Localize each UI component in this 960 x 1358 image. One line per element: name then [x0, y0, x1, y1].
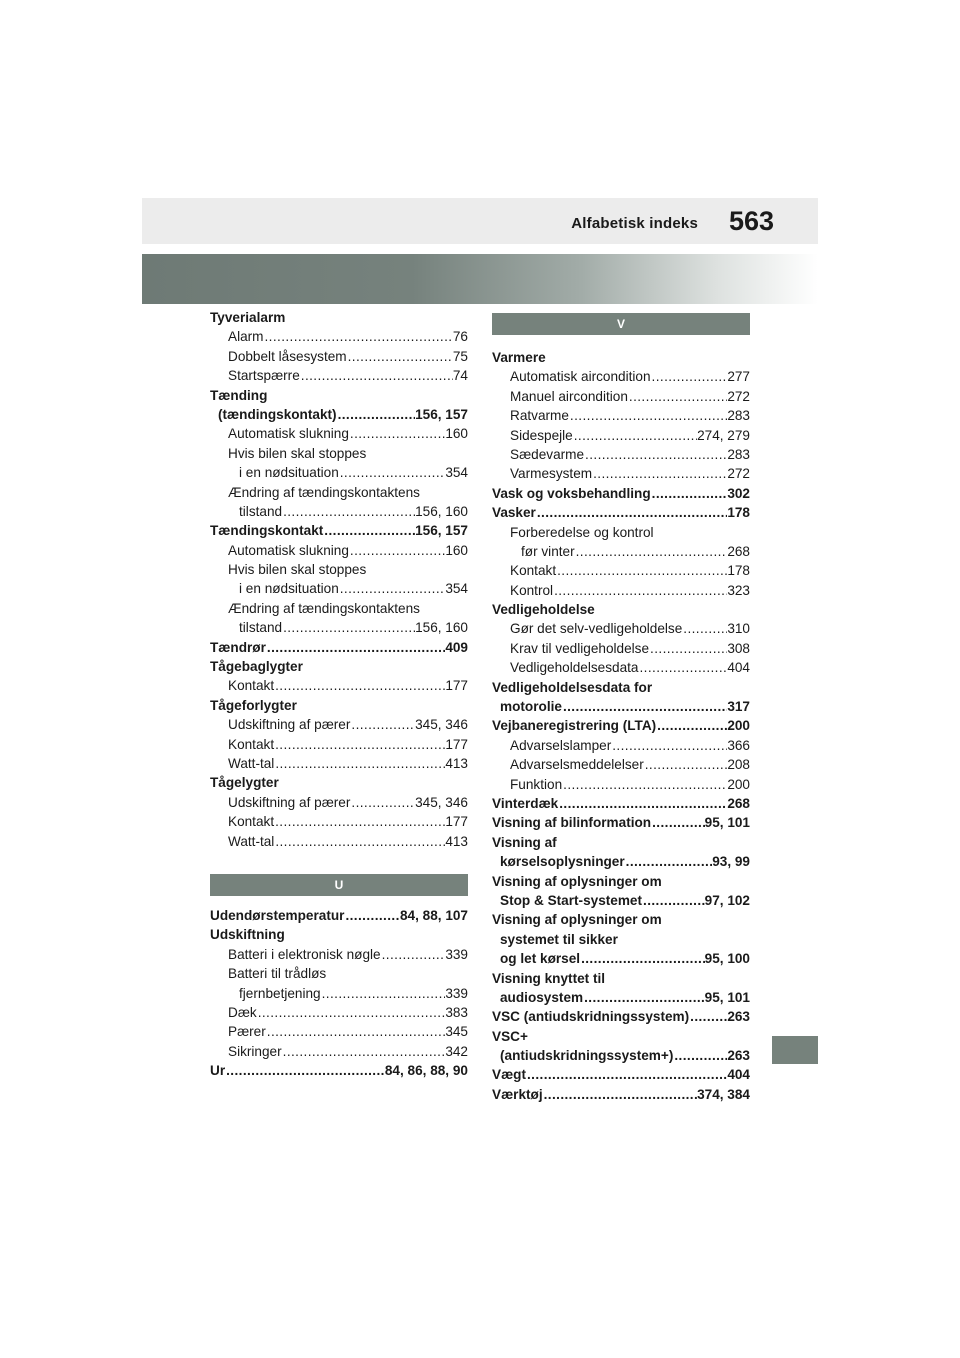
index-heading-cont: kørselsoplysninger ..... 93, 99 — [492, 852, 750, 871]
index-heading: Værktøj ..... 374, 384 — [492, 1085, 750, 1104]
index-heading: Tågeforlygter — [210, 697, 297, 713]
index-heading-cont: Stop & Start-systemet ..... 97, 102 — [492, 891, 750, 910]
index-entry: Krav til vedligeholdelse ..... 308 — [492, 639, 750, 658]
index-heading: Vinterdæk ..... 268 — [492, 794, 750, 813]
index-heading: Visning knyttet til — [492, 970, 606, 986]
index-entry: Funktion ..... 200 — [492, 775, 750, 794]
index-heading-cont: og let kørsel ..... 95, 100 — [492, 949, 750, 968]
index-entry-cont: i en nødsituation ..... 354 — [210, 463, 468, 482]
index-heading: Udendørstemperatur ..... 84, 88, 107 — [210, 906, 468, 925]
index-entry: Batteri til trådløs — [228, 966, 327, 982]
index-entry: Kontakt ..... 177 — [210, 735, 468, 754]
index-entry: Ratvarme ..... 283 — [492, 406, 750, 425]
index-entry: Sædevarme ..... 283 — [492, 445, 750, 464]
index-entry-cont: før vinter ..... 268 — [492, 542, 750, 561]
page-header — [142, 198, 818, 244]
index-entry: Manuel aircondition ..... 272 — [492, 387, 750, 406]
index-entry: Advarselsmeddelelser ..... 208 — [492, 755, 750, 774]
index-heading: Vægt ..... 404 — [492, 1065, 750, 1084]
index-heading: Tænding — [210, 387, 268, 403]
index-entry: Sikringer ..... 342 — [210, 1042, 468, 1061]
section-header-v: V — [492, 313, 750, 335]
index-entry: Ændring af tændingskontaktens — [228, 600, 420, 616]
index-entry-cont: i en nødsituation ..... 354 — [210, 579, 468, 598]
index-entry: Varmesystem ..... 272 — [492, 464, 750, 483]
index-heading: Tændingskontakt ..... 156, 157 — [210, 521, 468, 540]
index-heading: Vedligeholdelsesdata for — [492, 679, 653, 695]
index-entry: Watt-tal ..... 413 — [210, 832, 468, 851]
index-heading: Tågebaglygter — [210, 659, 303, 675]
index-heading-cont: (tændingskontakt) ..... 156, 157 — [210, 405, 468, 424]
index-heading: Visning af oplysninger om — [492, 912, 662, 928]
index-heading: VSC (antiudskridningssystem) ..... 263 — [492, 1007, 750, 1026]
index-column-left — [210, 308, 468, 1080]
index-entry: Udskiftning af pærer ..... 345, 346 — [210, 715, 468, 734]
index-entry: Dobbelt låsesystem ..... 75 — [210, 347, 468, 366]
index-entry: Hvis bilen skal stoppes — [228, 562, 367, 578]
index-heading: Tyverialarm — [210, 310, 286, 325]
index-entry: Watt-tal ..... 413 — [210, 754, 468, 773]
index-heading: Visning af oplysninger om — [492, 873, 662, 889]
index-heading: Vejbaneregistrering (LTA) ..... 200 — [492, 716, 750, 735]
index-entry: Alarm ..... 76 — [210, 327, 468, 346]
index-entry: Advarselslamper ..... 366 — [492, 736, 750, 755]
index-heading: Vedligeholdelse — [492, 602, 595, 618]
index-heading-cont: audiosystem ..... 95, 101 — [492, 988, 750, 1007]
index-entry: Vedligeholdelsesdata ..... 404 — [492, 658, 750, 677]
index-heading: Vasker ..... 178 — [492, 503, 750, 522]
index-entry-cont: tilstand ..... 156, 160 — [210, 502, 468, 521]
index-heading: Vask og voksbehandling ..... 302 — [492, 484, 750, 503]
index-entry: Batteri i elektronisk nøgle ..... 339 — [210, 945, 468, 964]
index-heading: Tågelygter — [210, 775, 279, 791]
index-entry: Startspærre ..... 74 — [210, 366, 468, 385]
index-heading: Visning af bilinformation ..... 95, 101 — [492, 813, 750, 832]
index-entry: Automatisk aircondition ..... 277 — [492, 367, 750, 386]
index-heading-cont: motorolie ..... 317 — [492, 697, 750, 716]
index-entry: Automatisk slukning ..... 160 — [210, 541, 468, 560]
index-entry: Pærer ..... 345 — [210, 1022, 468, 1041]
index-heading: Varmere — [492, 350, 546, 365]
index-entry: Udskiftning af pærer ..... 345, 346 — [210, 793, 468, 812]
header-gradient-band — [142, 254, 818, 304]
index-heading: Visning af — [492, 834, 557, 850]
index-heading: VSC+ — [492, 1028, 528, 1044]
index-entry: Automatisk slukning ..... 160 — [210, 424, 468, 443]
index-heading: Ur ..... 84, 86, 88, 90 — [210, 1061, 468, 1080]
index-entry: Gør det selv-vedligeholdelse ..... 310 — [492, 619, 750, 638]
index-heading: Tændrør ..... 409 — [210, 638, 468, 657]
index-entry-cont: fjernbetjening ..... 339 — [210, 984, 468, 1003]
index-heading-cont: systemet til sikker — [500, 931, 618, 947]
index-entry: Kontakt ..... 177 — [210, 812, 468, 831]
index-entry: Sidespejle ..... 274, 279 — [492, 426, 750, 445]
page-number: 563 — [728, 206, 774, 236]
index-entry: Kontakt ..... 177 — [210, 676, 468, 695]
index-entry: Kontakt ..... 178 — [492, 561, 750, 580]
index-entry: Hvis bilen skal stoppes — [228, 445, 367, 461]
section-header-u: U — [210, 874, 468, 896]
index-heading: Udskiftning — [210, 927, 285, 943]
index-entry: Dæk ..... 383 — [210, 1003, 468, 1022]
index-entry: Kontrol ..... 323 — [492, 581, 750, 600]
header-title: Alfabetisk indeks — [571, 215, 698, 232]
index-column-right — [492, 313, 750, 1104]
chapter-tab — [772, 1036, 818, 1064]
index-entry: Ændring af tændingskontaktens — [228, 484, 420, 500]
index-heading-cont: (antiudskridningssystem+) ..... 263 — [492, 1046, 750, 1065]
index-entry-cont: tilstand ..... 156, 160 — [210, 618, 468, 637]
index-entry: Forberedelse og kontrol — [510, 524, 654, 540]
